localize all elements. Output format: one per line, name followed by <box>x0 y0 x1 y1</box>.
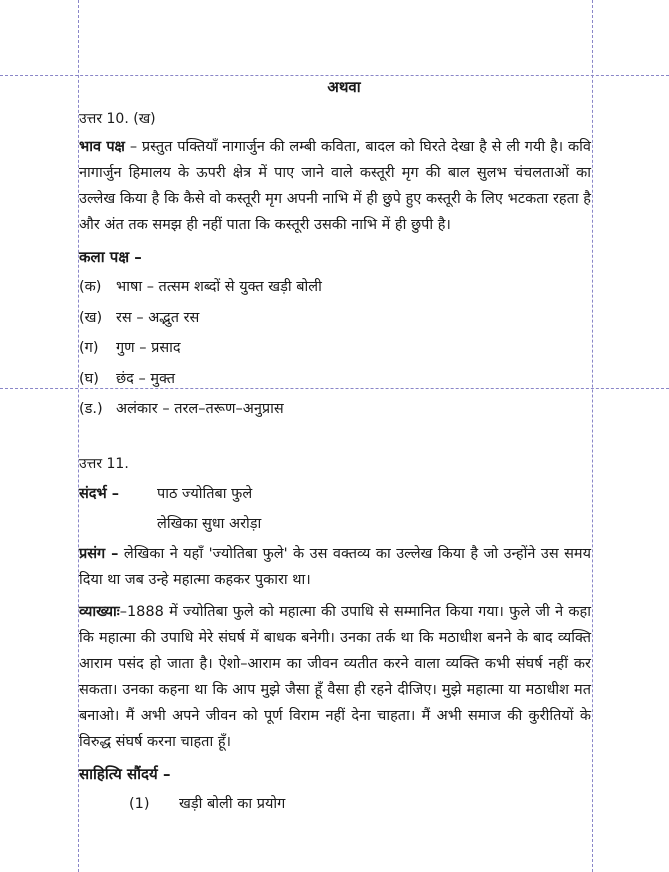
sandarbh-row-2 <box>79 509 591 539</box>
list-text: भाषा – तत्सम शब्दों से युक्त खड़ी बोली <box>116 279 322 295</box>
answer-10-label: उत्तर 10. (ख) <box>79 111 156 127</box>
prasang-label: प्रसंग – <box>79 545 119 562</box>
sandarbh-line-1: पाठ ज्योतिबा फुले <box>157 485 253 502</box>
list-item <box>79 789 591 819</box>
sahitya-saundarya-label: साहित्यि सौंदर्य – <box>79 764 171 783</box>
vyakhya-paragraph <box>79 599 591 755</box>
section-spacer <box>79 425 591 445</box>
list-text: खड़ी बोली का प्रयोग <box>179 795 286 812</box>
bhav-paksh-label: भाव पक्ष <box>79 139 125 155</box>
list-item <box>79 303 591 334</box>
indent-spacer <box>79 509 157 539</box>
sandarbh-row <box>79 479 591 509</box>
list-marker: (ख) <box>79 309 103 326</box>
list-item <box>79 394 591 425</box>
list-text: अलंकार – तरल–तरूण–अनुप्रास <box>116 401 284 417</box>
list-text: रस – अद्भुत रस <box>116 309 200 326</box>
vyakhya-text: –1888 में ज्योतिबा फुले को महात्मा की उपाधि से सम्मानित किया गया। फुले जी ने कहा कि महात्मा की उपाधि मेरे संघर्ष में बाधक बनेगी। उनका तर्क था कि मठाधीश बनने के बाद व्यक्ति आराम पसंद हो जाता है। ऐशो–आराम का जीवन व्यतीत करने वाला व्यक्ति कभी संघर्ष नहीं कर सकता। उनका कहना था कि आप मुझे जैसा हूँ वैसा ही रहने दीजिए। मुझे महात्मा या मठाधीश मत बनाओ। मैं अभी अपने जीवन को पूर्ण विराम नहीं देना चाहता। मैं अभी समाज की कुरीतियों के विरुद्ध संघर्ष करना चाहता हूँ। <box>79 603 591 750</box>
list-marker: (1) <box>129 795 150 812</box>
prasang-paragraph <box>79 541 591 593</box>
bhav-paksh-text: – प्रस्तुत पक्तियाँ नागार्जुन की लम्बी कविता, बादल को घिरते देखा है से ली गयी है। कवि नागार्जुन हिमालय के ऊपरी क्षेत्र में पाए जाने वाले कस्तूरी मृग की बाल सुलभ चंचलताओं का उल्लेख किया है कि कैसे वो कस्तूरी मृग अपनी नाभि में ही छुपे हुए कस्तूरी के लिए भटकता रहता है और अंत तक समझ ही नहीं पाता कि कस्तूरी उसकी नाभि में ही छुपी है। <box>79 139 591 233</box>
document-body <box>79 74 591 819</box>
vyakhya-label: व्याख्याः <box>79 603 120 620</box>
margin-guide-right <box>592 0 593 872</box>
list-text: गुण – प्रसाद <box>116 340 181 356</box>
bhav-paksh-paragraph <box>79 134 591 238</box>
list-item <box>79 333 591 364</box>
list-marker: (ग) <box>79 340 99 356</box>
answer-11-label: उत्तर 11. <box>79 455 129 472</box>
list-item <box>79 272 591 303</box>
list-text: छंद – मुक्त <box>116 370 176 387</box>
sandarbh-line-2: लेखिका सुधा अरोड़ा <box>157 515 262 532</box>
sandarbh-label: संदर्भ – <box>79 485 119 502</box>
kala-paksh-label: कला पक्ष – <box>79 248 142 266</box>
alternative-heading: अथवा <box>327 78 361 96</box>
list-item <box>79 364 591 395</box>
prasang-text: लेखिका ने यहाँ 'ज्योतिबा फुले' के उस वक्तव्य का उल्लेख किया है जो उन्होंने उस समय दिया था जब उन्हे महात्मा कहकर पुकारा था। <box>79 545 591 588</box>
kala-paksh-list <box>79 272 591 425</box>
list-marker: (घ) <box>79 370 99 387</box>
list-marker: (क) <box>79 279 102 295</box>
list-marker: (ड.) <box>79 401 103 417</box>
